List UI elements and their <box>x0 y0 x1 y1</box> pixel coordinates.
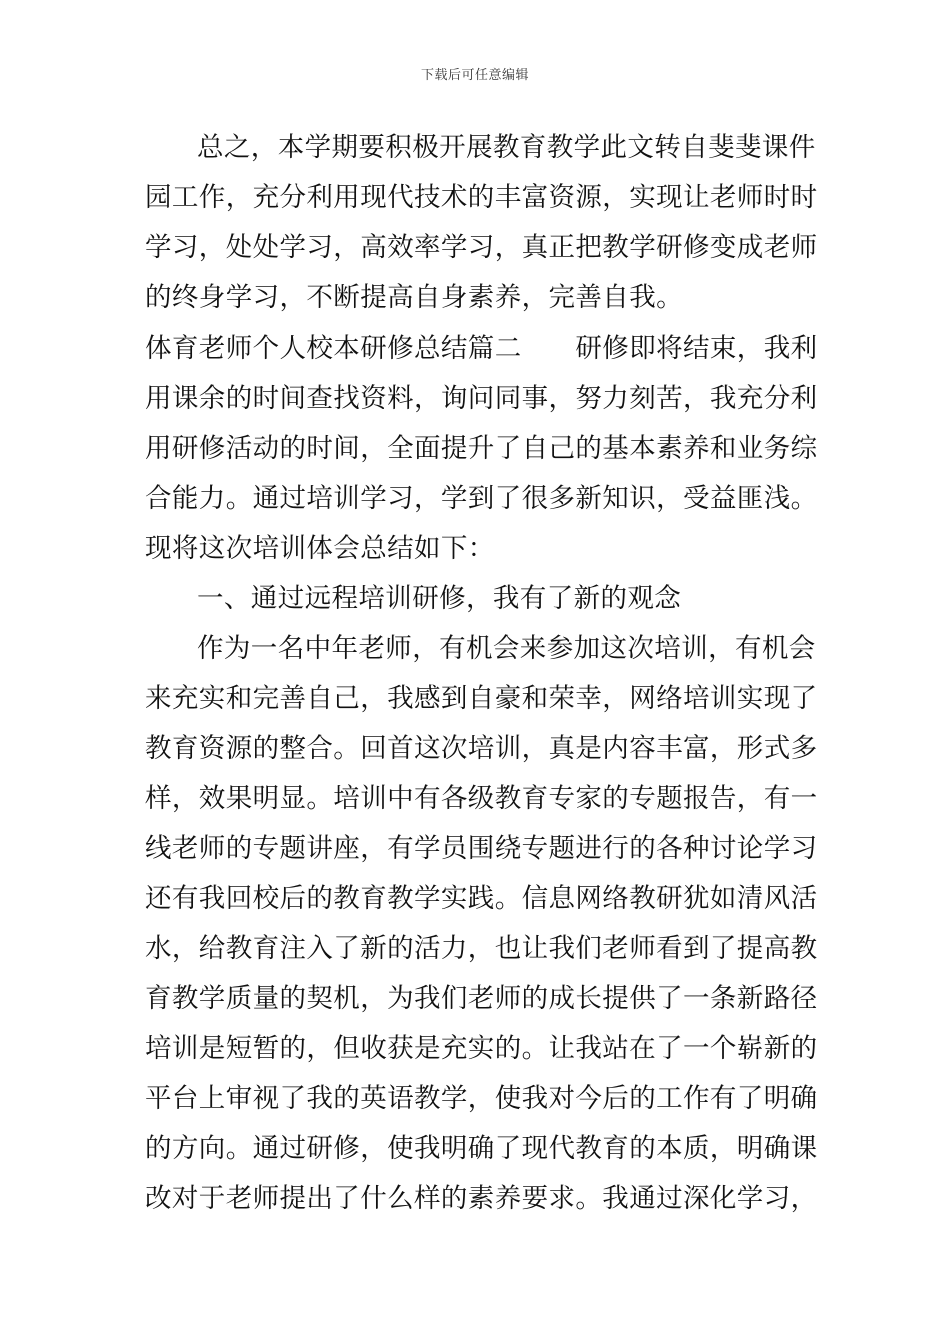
text-line: 用研修活动的时间，全面提升了自己的基本素养和业务综 <box>145 433 818 464</box>
text-line: 合能力。通过培训学习，学到了很多新知识，受益匪浅。 <box>145 483 818 514</box>
page-header: 下载后可任意编辑 <box>420 68 529 83</box>
text-line: 样，效果明显。培训中有各级教育专家的专题报告，有一 <box>145 783 818 814</box>
text-line: 用课余的时间查找资料，询问同事，努力刻苦，我充分利 <box>145 383 818 414</box>
text-line: 的方向。通过研修，使我明确了现代教育的本质，明确课 <box>145 1133 818 1164</box>
text-line: 培训是短暂的，但收获是充实的。让我站在了一个崭新的 <box>145 1033 818 1064</box>
text-line: 的终身学习，不断提高自身素养，完善自我。 <box>145 282 683 313</box>
text-line: 还有我回校后的教育教学实践。信息网络教研犹如清风活 <box>145 883 818 914</box>
subsection-heading: 一、通过远程培训研修，我有了新的观念 <box>197 583 682 614</box>
text-line: 平台上审视了我的英语教学，使我对今后的工作有了明确 <box>145 1083 818 1114</box>
text-line: 现将这次培训体会总结如下： <box>145 533 495 564</box>
section-heading-line: 体育老师个人校本研修总结篇二 研修即将结束，我利 <box>145 333 818 364</box>
text-line: 教育资源的整合。回首这次培训，真是内容丰富，形式多 <box>145 733 818 764</box>
text-line: 来充实和完善自己，我感到自豪和荣幸，网络培训实现了 <box>145 683 818 714</box>
text-line: 线老师的专题讲座，有学员围绕专题进行的各种讨论学习 <box>145 833 818 864</box>
text-line: 学习，处处学习，高效率学习，真正把教学研修变成老师 <box>145 232 818 263</box>
text-line: 园工作，充分利用现代技术的丰富资源，实现让老师时时 <box>145 182 818 213</box>
text-line: 作为一名中年老师，有机会来参加这次培训，有机会 <box>197 633 816 664</box>
text-line: 育教学质量的契机，为我们老师的成长提供了一条新路径 <box>145 983 818 1014</box>
text-line: 总之，本学期要积极开展教育教学此文转自斐斐课件 <box>197 132 816 163</box>
text-line: 水，给教育注入了新的活力，也让我们老师看到了提高教 <box>145 933 818 964</box>
text-line: 改对于老师提出了什么样的素养要求。我通过深化学习， <box>145 1183 818 1214</box>
